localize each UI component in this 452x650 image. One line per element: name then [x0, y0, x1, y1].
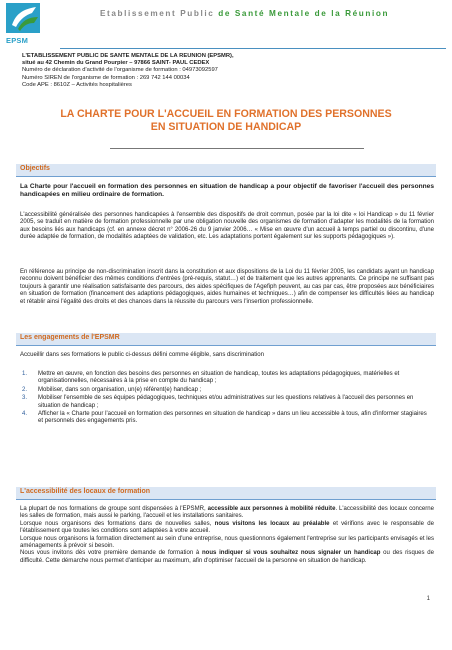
- header-rule: [60, 48, 446, 49]
- info-line1: L'ETABLISSEMENT PUBLIC DE SANTE MENTALE DE LA REUNION (EPSMR),: [22, 53, 234, 59]
- section-title-objectifs: Objectifs: [20, 165, 50, 172]
- list-item-text: Mobiliser, dans son organisation, un(e) référent(e) handicap ;: [38, 386, 202, 393]
- engagements-intro: Accueillir dans ses formations le public ci-dessus défini comme éligible, sans discrimination: [20, 352, 264, 358]
- info-line2: situé au 42 Chemin du Grand Pourpier – 97866 SAINT- PAUL CEDEX: [22, 60, 210, 67]
- locaux-p4-text-end: ou des risques de difficulté. Cette démarche nous permet d'anticiper au maximum, afin d'optimiser l'accueil de la personne en situation de handicap.: [20, 550, 434, 564]
- organisation-info: [22, 53, 234, 89]
- title-divider: [110, 148, 364, 149]
- title-line1: LA CHARTE POUR L'ACCUEIL EN FORMATION DES PERSONNES: [60, 108, 392, 120]
- info-line4: Numéro SIREN de l'organisme de formation : 269 742 144 00034: [22, 74, 190, 81]
- list-item-text: Afficher la « Charte pour l'accueil en formation des personnes en situation de handicap » dans un lieu accessible à tous, afin d'informer stagiaires et personnels des engagements pris.: [38, 411, 427, 425]
- org-banner: [100, 9, 389, 18]
- list-item-text: Mettre en œuvre, en fonction des besoins des personnes en situation de handicap, toutes les adaptations pédagogiques, matérielles et organisationnelles, nécessaires à la prise en compte du handicap ;: [38, 371, 400, 385]
- banner-part2: de Santé Mentale de la Réunion: [218, 9, 390, 18]
- list-item: [22, 411, 432, 426]
- locaux-p2-text-end: et vérifions avec le responsable de l'établissement que toutes les conditions sont adaptées à votre accueil.: [20, 520, 434, 535]
- locaux-paragraph-1: [20, 506, 434, 521]
- list-item-text: Mobiliser l'ensemble de ses équipes pédagogiques, techniques et/ou administratives sur les questions relatives à l'accueil des personnes en situation de handicap ;: [38, 395, 414, 409]
- list-item: [22, 387, 432, 394]
- title-line2: EN SITUATION DE HANDICAP: [150, 121, 302, 133]
- locaux-p4-bold: nous indiquer si vous souhaitez nous signaler un handicap: [201, 550, 381, 557]
- section-header-engagements: [16, 333, 436, 346]
- locaux-p2-text: Lorsque nous organisons des formations dans de nouvelles salles,: [20, 520, 215, 527]
- locaux-p2-bold: nous visitons les locaux au préalable: [214, 520, 330, 527]
- section-header-objectifs: [16, 164, 436, 177]
- section-title-engagements: Les engagements de l'EPSMR: [20, 334, 120, 341]
- locaux-paragraph-2: [20, 521, 434, 536]
- section-title-locaux: L'accessibilité des locaux de formation: [20, 488, 151, 495]
- locaux-p1-bold: accessible aux personnes à mobilité réduite: [207, 506, 336, 512]
- section-header-locaux: [16, 487, 436, 500]
- page-number: 1: [426, 596, 430, 602]
- document-title: [20, 108, 432, 134]
- list-item-number: 1.: [22, 371, 28, 377]
- locaux-p1-text-end: . L'accessibilité des locaux concerne les salles de formation, mais aussi le parking, l'accueil et les installations sanitaires.: [20, 506, 434, 520]
- locaux-paragraph-4: [20, 550, 434, 565]
- list-item-number: 3.: [22, 395, 28, 402]
- objectifs-paragraph-1: L'accessibilité généralisée des personnes handicapées à l'ensemble des dispositifs de droit commun, posée par la loi dite « loi Handicap » du 11 février 2005, se traduit en matière de formation professionnelle par une obligation nouvelle des organismes de formation d'adapter les modalités de la formation aux besoins liés aux handicaps (cf. en annexe décret n° 2006-26 du 9 janvier 2006… « Mise en œuvre d'un accueil à temps partiel ou discontinu, d'une durée adaptée de formation, de modalités adaptées de validation, etc. Les adaptations portent également sur les supports pédagogiques »).: [20, 212, 434, 241]
- objectifs-lead: La Charte pour l'accueil en formation des personnes en situation de handicap a pour objectif de favoriser l'accueil des personnes handicapées en milieu ordinaire de formation.: [20, 183, 434, 199]
- locaux-p1-text: La plupart de nos formations de groupe sont dispensées à l'EPSMR,: [20, 506, 208, 512]
- list-item: [22, 395, 432, 410]
- banner-part1: Etablissement Public: [100, 9, 219, 18]
- list-item-number: 4.: [22, 411, 28, 418]
- logo-text: EPSM: [6, 36, 29, 45]
- locaux-p4-text: Nous vous invitons dès votre première demande de formation à: [20, 550, 202, 557]
- locaux-paragraphs: [20, 506, 434, 565]
- list-item-number: 2.: [22, 386, 28, 393]
- engagements-list: [22, 371, 432, 427]
- list-item: [22, 371, 432, 386]
- info-line5: Code APE : 8610Z – Activités hospitalières: [22, 81, 132, 88]
- info-line3: Numéro de déclaration d'activité de l'organisme de formation : 04973092597: [22, 67, 218, 74]
- locaux-paragraph-3: Lorsque nous organisons la formation directement au sein d'une entreprise, nous questionnons également l'entreprise sur les participants envisagés et les aménagements à prévoir si besoin.: [20, 535, 434, 550]
- objectifs-paragraph-2: En référence au principe de non-discrimination inscrit dans la constitution et aux dispositions de la Loi du 11 février 2005, les candidats ayant un handicap reconnu doivent bénéficier des mêmes conditions d'entrées (pré-requis, statut…) et de traitement que les autres apprenants. Ce principe ne suffisant pas toujours à garantir une réalisation satisfaisante des parcours, des aides spécifiques de l'Agefiph peuvent, au cas par cas, être proposées aux bénéficiaires en situation de formation (financement des adaptions pédagogiques, aides humaines et techniques…) afin de compenser les difficultés liées au handicap et rétablir ainsi l'égalité des droits et des chances dans la réussite du parcours vers l'insertion professionnelle.: [20, 269, 434, 305]
